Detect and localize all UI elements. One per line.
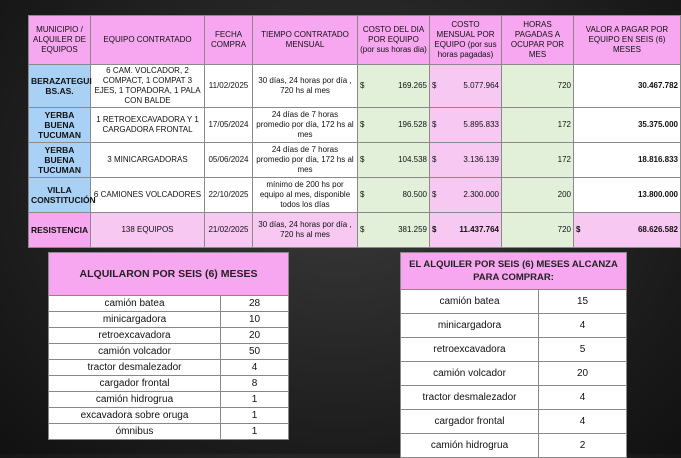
amount: 3.136.139: [463, 155, 499, 164]
cell-costo-dia: [358, 178, 430, 213]
item-qty: 20: [221, 328, 289, 344]
cell-equipo: 138 EQUIPOS: [91, 213, 205, 248]
item-qty: 1: [221, 392, 289, 408]
list-item: [49, 376, 289, 392]
currency-sign: $: [360, 190, 365, 199]
cell-costo-mes: [430, 178, 502, 213]
cell-horas: 172: [502, 108, 574, 143]
currency-sign: $: [360, 155, 365, 164]
currency-sign: $: [432, 155, 437, 164]
cell-tiempo: mínimo de 200 hs por equipo al mes, disponible todos los días: [253, 178, 358, 213]
cell-municipio: BERAZATEGUI BS.AS.: [29, 65, 91, 108]
item-name: retroexcavadora: [401, 338, 539, 362]
amount: 381.259: [398, 225, 427, 234]
item-qty: 4: [539, 386, 627, 410]
currency-sign: $: [432, 120, 437, 129]
cell-horas: 200: [502, 178, 574, 213]
item-name: cargador frontal: [401, 410, 539, 434]
header-tiempo: TIEMPO CONTRATADO MENSUAL: [253, 16, 358, 65]
item-name: excavadora sobre oruga: [49, 408, 221, 424]
list-item: [401, 338, 627, 362]
amount: 2.300.000: [463, 190, 499, 199]
amount: 11.437.764: [459, 225, 499, 234]
currency-sign: $: [360, 225, 365, 234]
currency-sign: $: [360, 81, 365, 90]
amount: 169.265: [398, 81, 427, 90]
currency-sign: $: [432, 225, 437, 234]
cell-horas: 172: [502, 143, 574, 178]
item-name: retroexcavadora: [49, 328, 221, 344]
cell-equipo: 6 CAM. VOLCADOR, 2 COMPACT, 1 COMPAT 3 EJES, 1 TOPADORA, 1 PALA CON BALDE: [91, 65, 205, 108]
cell-costo-mes: [430, 143, 502, 178]
item-qty: 8: [221, 376, 289, 392]
amount: 80.500: [402, 190, 427, 199]
header-costo-mes: COSTO MENSUAL POR EQUIPO (por sus horas pagadas): [430, 16, 502, 65]
table-row: [29, 65, 681, 108]
cell-municipio: RESISTENCIA: [29, 213, 91, 248]
item-qty: 28: [221, 296, 289, 312]
cell-fecha: 22/10/2025: [205, 178, 253, 213]
cell-costo-mes: [430, 65, 502, 108]
cell-costo-mes: [430, 213, 502, 248]
cell-equipo: 1 RETROEXCAVADORA Y 1 CARGADORA FRONTAL: [91, 108, 205, 143]
cell-tiempo: 30 días, 24 horas por día , 720 hs al mes: [253, 213, 358, 248]
cell-fecha: 11/02/2025: [205, 65, 253, 108]
cell-fecha: 05/06/2024: [205, 143, 253, 178]
item-qty: 4: [539, 314, 627, 338]
cell-equipo: 6 CAMIONES VOLCADORES: [91, 178, 205, 213]
list-item: [401, 434, 627, 458]
item-qty: 5: [539, 338, 627, 362]
cell-fecha: 17/05/2024: [205, 108, 253, 143]
cell-municipio: YERBA BUENA TUCUMAN: [29, 108, 91, 143]
item-qty: 10: [221, 312, 289, 328]
amount: 5.895.833: [463, 120, 499, 129]
item-name: camión hidrogrua: [401, 434, 539, 458]
amount: 68.626.582: [637, 225, 678, 234]
purchase-table-title: EL ALQUILER POR SEIS (6) MESES ALCANZA PARA COMPRAR:: [401, 253, 627, 290]
header-fecha: FECHA COMPRA: [205, 16, 253, 65]
item-name: tractor desmalezador: [49, 360, 221, 376]
item-name: ómnibus: [49, 424, 221, 440]
cell-tiempo: 24 días de 7 horas promedio por día, 172 hs al mes: [253, 108, 358, 143]
amount: 196.528: [398, 120, 427, 129]
list-item: [401, 314, 627, 338]
header-equipo: EQUIPO CONTRATADO: [91, 16, 205, 65]
cell-costo-dia: [358, 65, 430, 108]
currency-sign: $: [432, 81, 437, 90]
rented-equipment-table: [48, 252, 289, 440]
header-costo-dia: COSTO DEL DIA POR EQUIPO (por sus horas dia): [358, 16, 430, 65]
cell-costo-dia: [358, 108, 430, 143]
list-item: [49, 424, 289, 440]
item-name: camión volcador: [49, 344, 221, 360]
cell-valor: 30.467.782: [574, 65, 681, 108]
list-item: [49, 312, 289, 328]
list-item: [401, 290, 627, 314]
cell-tiempo: 24 días de 7 horas promedio por día, 172 hs al mes: [253, 143, 358, 178]
amount: 5.077.964: [463, 81, 499, 90]
cell-costo-mes: [430, 108, 502, 143]
item-qty: 20: [539, 362, 627, 386]
list-item: [49, 360, 289, 376]
table-row-total: [29, 213, 681, 248]
item-name: cargador frontal: [49, 376, 221, 392]
item-qty: 1: [221, 424, 289, 440]
header-row: [29, 16, 681, 65]
header-municipio: MUNICIPIO / ALQUILER DE EQUIPOS: [29, 16, 91, 65]
cell-valor: 35.375.000: [574, 108, 681, 143]
item-qty: 50: [221, 344, 289, 360]
currency-sign: $: [360, 120, 365, 129]
item-qty: 4: [221, 360, 289, 376]
list-item: [401, 410, 627, 434]
cell-horas: 720: [502, 213, 574, 248]
cell-valor: [574, 213, 681, 248]
item-name: minicargadora: [49, 312, 221, 328]
cell-equipo: 3 MINICARGADORAS: [91, 143, 205, 178]
table-row: [29, 108, 681, 143]
cell-tiempo: 30 días, 24 horas por día , 720 hs al mes: [253, 65, 358, 108]
rental-cost-table: [28, 15, 681, 248]
rented-table-title: ALQUILARON POR SEIS (6) MESES: [49, 253, 289, 296]
header-valor: VALOR A PAGAR POR EQUIPO EN SEIS (6) MESES: [574, 16, 681, 65]
list-item: [49, 344, 289, 360]
currency-sign: $: [432, 190, 437, 199]
item-name: camión batea: [401, 290, 539, 314]
list-item: [401, 386, 627, 410]
item-name: tractor desmalezador: [401, 386, 539, 410]
cell-fecha: 21/02/2025: [205, 213, 253, 248]
amount: 104.538: [398, 155, 427, 164]
currency-sign: $: [576, 225, 581, 234]
table-row: [29, 178, 681, 213]
item-name: minicargadora: [401, 314, 539, 338]
cell-valor: 18.816.833: [574, 143, 681, 178]
list-item: [401, 362, 627, 386]
table-row: [29, 143, 681, 178]
item-name: camión volcador: [401, 362, 539, 386]
item-qty: 4: [539, 410, 627, 434]
item-qty: 2: [539, 434, 627, 458]
cell-horas: 720: [502, 65, 574, 108]
cell-municipio: VILLA CONSTITUCIÓN: [29, 178, 91, 213]
list-item: [49, 408, 289, 424]
item-qty: 1: [221, 408, 289, 424]
item-name: camión hidrogrua: [49, 392, 221, 408]
cell-valor: 13.800.000: [574, 178, 681, 213]
list-item: [49, 328, 289, 344]
list-item: [49, 296, 289, 312]
cell-costo-dia: [358, 143, 430, 178]
cell-costo-dia: [358, 213, 430, 248]
cell-municipio: YERBA BUENA TUCUMAN: [29, 143, 91, 178]
list-item: [49, 392, 289, 408]
purchasable-equipment-table: [400, 252, 627, 458]
item-name: camión batea: [49, 296, 221, 312]
item-qty: 15: [539, 290, 627, 314]
header-horas: HORAS PAGADAS A OCUPAR POR MES: [502, 16, 574, 65]
